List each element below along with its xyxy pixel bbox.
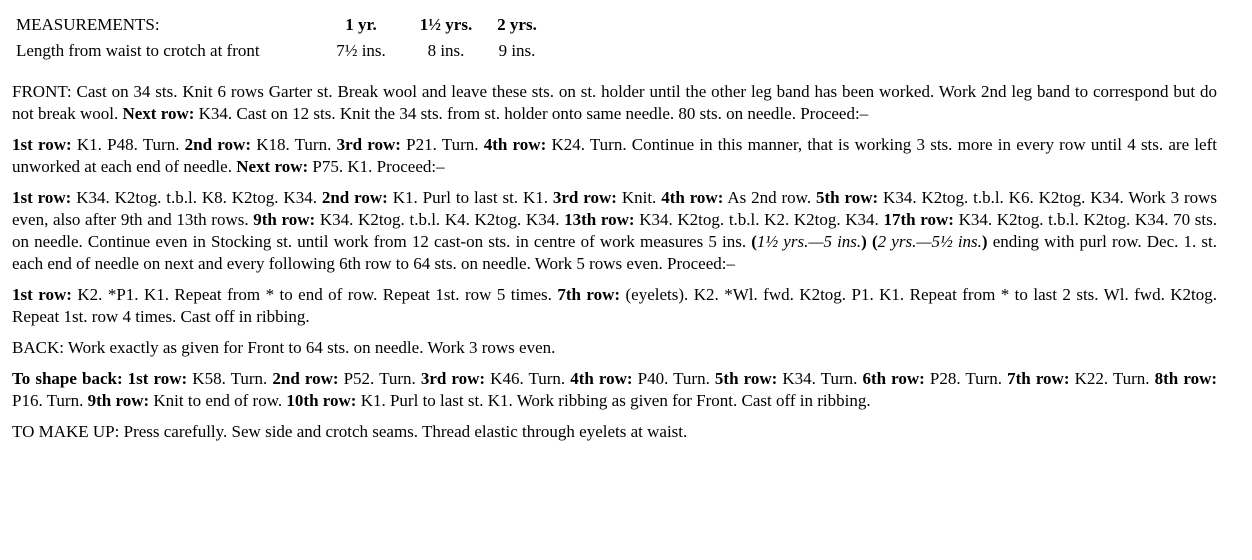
text-run: K22. Turn. <box>1069 369 1155 388</box>
bold-run: 8th row: <box>1154 369 1218 388</box>
bold-run: 1st row: <box>12 135 72 154</box>
bold-run: 4th row: <box>661 188 724 207</box>
text-run: K24. Turn. Continue in this manner, that is working 3 sts. more in every row until 4 sts. are left unworked at each end of needle. <box>12 135 1217 176</box>
text-run: P75. K1. Proceed:– <box>308 157 445 176</box>
size-1-yr: 1 yr. <box>345 15 377 34</box>
text-run: K34. K2tog. t.b.l. K4. K2tog. K34. <box>315 210 565 229</box>
make-up-paragraph <box>12 421 1217 443</box>
length-value-2-yrs: 9 ins. <box>498 41 536 60</box>
text-run: (eyelets). K2. *Wl. fwd. K2tog. P1. K1. Repeat from * to last 2 sts. Wl. fwd. K2tog. Repeat 1st. row 4 times. Cast off in ribbing. <box>12 285 1218 326</box>
bold-run: 10th row: <box>286 391 357 410</box>
text-run: BACK: Work exactly as given for Front to 64 sts. on needle. Work 3 rows even. <box>12 338 556 357</box>
text-run: P16. Turn. <box>12 391 88 410</box>
measurements-table <box>12 12 545 64</box>
front-shaping-paragraph <box>12 134 1217 178</box>
bold-run: 2nd row: <box>184 135 251 154</box>
italic-run: 2 yrs.—5½ ins. <box>877 232 982 251</box>
bold-run: ) <box>861 232 867 251</box>
pattern-instructions <box>12 81 1217 452</box>
size-2-yrs: 2 yrs. <box>497 15 537 34</box>
measurements-header-row <box>12 12 545 38</box>
bold-run: 2nd row: <box>321 188 388 207</box>
text-run: TO MAKE UP: Press carefully. Sew side and crotch seams. Thread elastic through eyelets at waist. <box>12 422 688 441</box>
length-value-1-yr: 7½ ins. <box>336 41 386 60</box>
text-run: P52. Turn. <box>338 369 421 388</box>
bold-run: 1st row: <box>12 188 72 207</box>
text-run: K1. Purl to last st. K1. Work ribbing as given for Front. Cast off in ribbing. <box>356 391 871 410</box>
bold-run: 5th row: <box>714 369 778 388</box>
bold-run: Next row: <box>122 104 195 123</box>
bold-run: ( <box>751 232 757 251</box>
bold-run: 13th row: <box>564 210 635 229</box>
bold-run: 7th row: <box>1007 369 1070 388</box>
bold-run: 17th row: <box>883 210 954 229</box>
bold-run: 5th row: <box>815 188 879 207</box>
text-run: K1. Purl to last st. K1. <box>387 188 553 207</box>
front-paragraph <box>12 81 1217 125</box>
bold-run: 7th row: <box>557 285 621 304</box>
text-run: K34. Cast on 12 sts. Knit the 34 sts. from st. holder onto same needle. 80 sts. on needle. Proceed:– <box>194 104 869 123</box>
bold-run: 1st row: <box>12 285 72 304</box>
text-run: K34. Turn. <box>777 369 863 388</box>
bold-run: Next row: <box>236 157 309 176</box>
bold-run: 3rd row: <box>336 135 401 154</box>
text-run: As 2nd row. <box>723 188 816 207</box>
bold-run: 2nd row: <box>272 369 339 388</box>
bold-run: 3rd row: <box>552 188 617 207</box>
bold-run: 6th row: <box>862 369 925 388</box>
bold-run: 4th row: <box>483 135 547 154</box>
front-ribbing-paragraph <box>12 284 1217 328</box>
text-run: K34. K2tog. t.b.l. K2tog. K34. 70 sts. on needle. Continue even in Stocking st. until work from 12 cast-on sts. in centre of work measures 5 ins. <box>12 210 1217 251</box>
measurements-title: MEASUREMENTS: <box>16 15 160 34</box>
text-run: P40. Turn. <box>632 369 715 388</box>
length-label: Length from waist to crotch at front <box>16 41 260 60</box>
bold-run: 9th row: <box>87 391 150 410</box>
back-paragraph <box>12 337 1217 359</box>
text-run: P21. Turn. <box>400 135 484 154</box>
text-run: K18. Turn. <box>250 135 337 154</box>
text-run: K1. P48. Turn. <box>71 135 185 154</box>
back-shaping-paragraph <box>12 368 1217 412</box>
text-run: K2. *P1. K1. Repeat from * to end of row. Repeat 1st. row 5 times. <box>71 285 558 304</box>
length-value-1-5-yrs: 8 ins. <box>427 41 465 60</box>
text-run: Knit. <box>616 188 662 207</box>
italic-run: 1½ yrs.—5 ins. <box>756 232 862 251</box>
front-decrease-paragraph <box>12 187 1217 275</box>
bold-run: 3rd row: <box>420 369 486 388</box>
text-run: K46. Turn. <box>485 369 571 388</box>
text-run: K34. K2tog. t.b.l. K2. K2tog. K34. <box>634 210 884 229</box>
bold-run: ) <box>981 232 988 251</box>
text-run: K34. K2tog. t.b.l. K6. K2tog. K34. Work 3 rows even, also after 9th and 13th rows. <box>12 188 1218 229</box>
text-run: Knit to end of row. <box>149 391 287 410</box>
text-run: P28. Turn. <box>924 369 1008 388</box>
text-run: ending with purl row. Dec. 1. st. each end of needle on next and every following 6th row to 64 sts. on needle. Work 5 rows even. Proceed:– <box>12 232 1217 273</box>
measurements-length-row <box>12 38 545 64</box>
size-1-5-yrs: 1½ yrs. <box>419 15 473 34</box>
text-run: K58. Turn. <box>187 369 273 388</box>
bold-run: ( <box>871 232 878 251</box>
bold-run: 4th row: <box>570 369 633 388</box>
bold-run: To shape back: 1st row: <box>12 369 188 388</box>
bold-run: 9th row: <box>253 210 316 229</box>
text-run: K34. K2tog. t.b.l. K8. K2tog. K34. <box>71 188 322 207</box>
text-run: FRONT: Cast on 34 sts. Knit 6 rows Garter st. Break wool and leave these sts. on st. holder until the other leg band has been worked. Work 2nd leg band to correspond but do not break wool. <box>12 82 1217 123</box>
